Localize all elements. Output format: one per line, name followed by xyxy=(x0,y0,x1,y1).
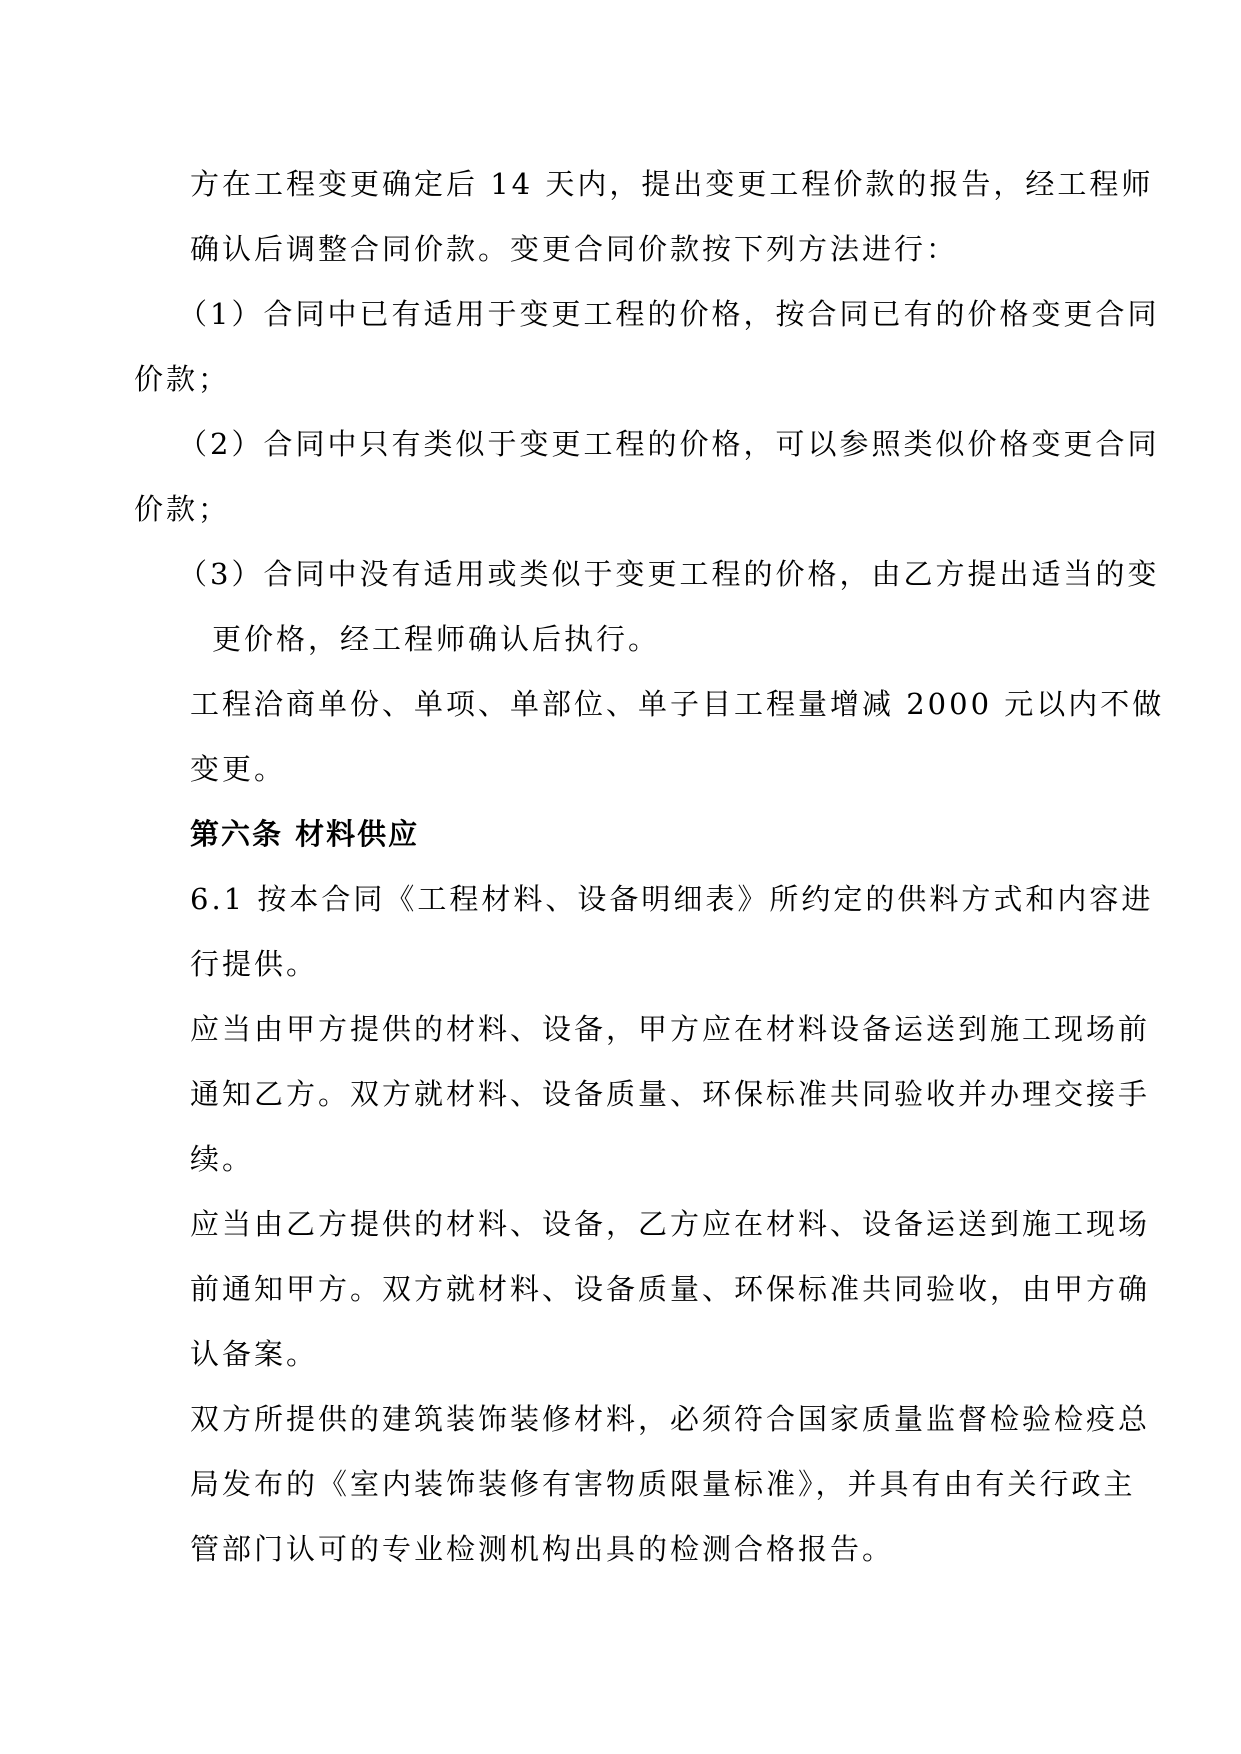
body-line-10: 变更。 xyxy=(190,752,287,786)
clause-item-2: （2）合同中只有类似于变更工程的价格，可以参照类似价格变更合同 xyxy=(178,427,1160,461)
body-line-15: 通知乙方。双方就材料、设备质量、环保标准共同验收并办理交接手 xyxy=(190,1077,1151,1111)
clause-item-1-cont: 价款； xyxy=(134,362,231,396)
section-heading: 第六条 材料供应 xyxy=(190,817,420,851)
body-line-18: 前通知甲方。双方就材料、设备质量、环保标准共同验收，由甲方确 xyxy=(190,1272,1151,1306)
clause-item-2-cont: 价款； xyxy=(134,492,231,526)
body-line-9: 工程洽商单份、单项、单部位、单子目工程量增减 2000 元以内不做 xyxy=(190,687,1165,721)
body-line-20: 双方所提供的建筑装饰装修材料，必须符合国家质量监督检验检疫总 xyxy=(190,1402,1151,1436)
clause-item-3: （3）合同中没有适用或类似于变更工程的价格，由乙方提出适当的变 xyxy=(178,557,1160,591)
body-line-17: 应当由乙方提供的材料、设备，乙方应在材料、设备运送到施工现场 xyxy=(190,1207,1151,1241)
body-line-13: 行提供。 xyxy=(190,947,319,981)
body-line-14: 应当由甲方提供的材料、设备，甲方应在材料设备运送到施工现场前 xyxy=(190,1012,1151,1046)
body-line-1: 方在工程变更确定后 14 天内，提出变更工程价款的报告，经工程师 xyxy=(190,167,1154,201)
body-line-12: 6.1 按本合同《工程材料、设备明细表》所约定的供料方式和内容进 xyxy=(190,882,1154,916)
clause-item-1: （1）合同中已有适用于变更工程的价格，按合同已有的价格变更合同 xyxy=(178,297,1160,331)
clause-item-3-cont: 更价格，经工程师确认后执行。 xyxy=(212,622,661,656)
body-line-21: 局发布的《室内装饰装修有害物质限量标准》，并具有由有关行政主 xyxy=(190,1467,1136,1501)
body-line-2: 确认后调整合同价款。变更合同价款按下列方法进行： xyxy=(190,232,959,266)
body-line-22: 管部门认可的专业检测机构出具的检测合格报告。 xyxy=(190,1532,895,1566)
body-line-19: 认备案。 xyxy=(190,1337,319,1371)
body-line-16: 续。 xyxy=(190,1142,255,1176)
